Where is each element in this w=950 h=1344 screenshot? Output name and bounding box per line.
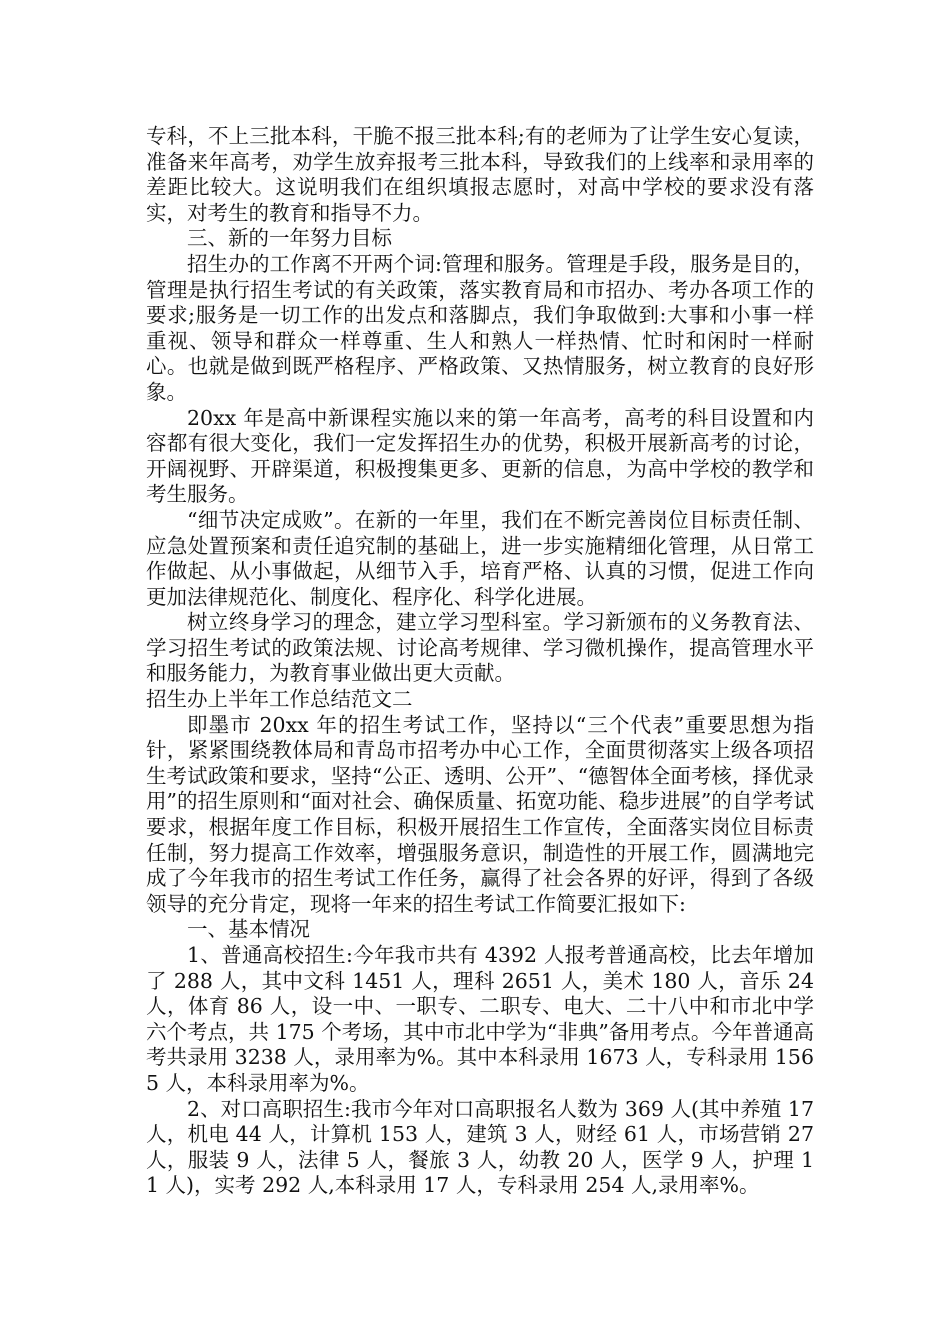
- document-body: [146, 124, 814, 1199]
- section-heading-new-year-goals: 三、新的一年努力目标: [187, 226, 392, 251]
- document-title: 招生办上半年工作总结范文二: [146, 687, 413, 712]
- paragraph-jimo-intro: 即墨市 20xx 年的招生考试工作，坚持以“三个代表”重要思想为指针，紧紧围绕教体局和青岛市招考办中心工作，全面贯彻落实上级各项招生考试政策和要求，坚持“公正、透明、公开”、“德智体全面考核，择优录用”的招生原则和“面对社会、确保质量、拓宽功能、稳步进展”的自学考试要求，根据年度工作目标，积极开展招生工作宣传，全面落实岗位目标责任制，努力提高工作效率，增强服务意识，制造性的开展工作，圆满地完成了今年我市的招生考试工作任务，赢得了社会各界的好评，得到了各级领导的充分肯定，现将一年来的招生考试工作简要汇报如下:: [146, 712, 814, 916]
- paragraph-lifelong-learning: 树立终身学习的理念，建立学习型科室。学习新颁布的义务教育法、学习招生考试的政策法规、讨论高考规律、学习微机操作，提高管理水平和服务能力，为教育事业做出更大贡献。: [146, 610, 814, 686]
- section-heading-basic-situation: 一、基本情况: [187, 917, 310, 942]
- paragraph-new-curriculum: 20xx 年是高中新课程实施以来的第一年高考，高考的科目设置和内容都有很大变化，我们一定发挥招生办的优势，积极开展新高考的讨论，开阔视野、开辟渠道，积极搜集更多、更新的信息，为高中学校的教学和考生服务。: [146, 405, 814, 507]
- paragraph-details-decide: “细节决定成败”。在新的一年里，我们在不断完善岗位目标责任制、应急处置预案和责任追究制的基础上，进一步实施精细化管理，从日常工作做起、从小事做起，从细节入手，培育严格、认真的习惯，促进工作向更加法律规范化、制度化、程序化、科学化进展。: [146, 507, 814, 609]
- paragraph-continuation: 专科，不上三批本科，干脆不报三批本科;有的老师为了让学生安心复读，准备来年高考，劝学生放弃报考三批本科，导致我们的上线率和录用率的差距比较大。这说明我们在组织填报志愿时，对高中学校的要求没有落实，对考生的教育和指导不力。: [146, 124, 814, 225]
- paragraph-management-service: 招生办的工作离不开两个词:管理和服务。管理是手段，服务是目的，管理是执行招生考试的有关政策，落实教育局和市招办、考办各项工作的要求;服务是一切工作的出发点和落脚点，我们争取做到:大事和小事一样重视、领导和群众一样尊重、生人和熟人一样热情、忙时和闲时一样耐心。也就是做到既严格程序、严格政策、又热情服务，树立教育的良好形象。: [146, 251, 814, 404]
- paragraph-regular-admission: 1、普通高校招生:今年我市共有 4392 人报考普通高校，比去年增加了 288 人，其中文科 1451 人，理科 2651 人，美术 180 人，音乐 24 人，体育 86 人，设一中、一职专、二职专、电大、二十八中和市北中学六个考点，共 175 个考场，其中市北中学为“非典”备用考点。今年普通高考共录用 3238 人，录用率为%。其中本科录用 1673 人，专科录用 1565 人，本科录用率为%。: [146, 943, 814, 1095]
- paragraph-vocational-admission: 2、对口高职招生:我市今年对口高职报名人数为 369 人(其中养殖 17 人，机电 44 人，计算机 153 人，建筑 3 人，财经 61 人，市场营销 27 人，服装 9 人，法律 5 人，餐旅 3 人，幼教 20 人，医学 9 人，护理 11 人)，实考 292 人,本科录用 17 人，专科录用 254 人,录用率%。: [146, 1096, 814, 1198]
